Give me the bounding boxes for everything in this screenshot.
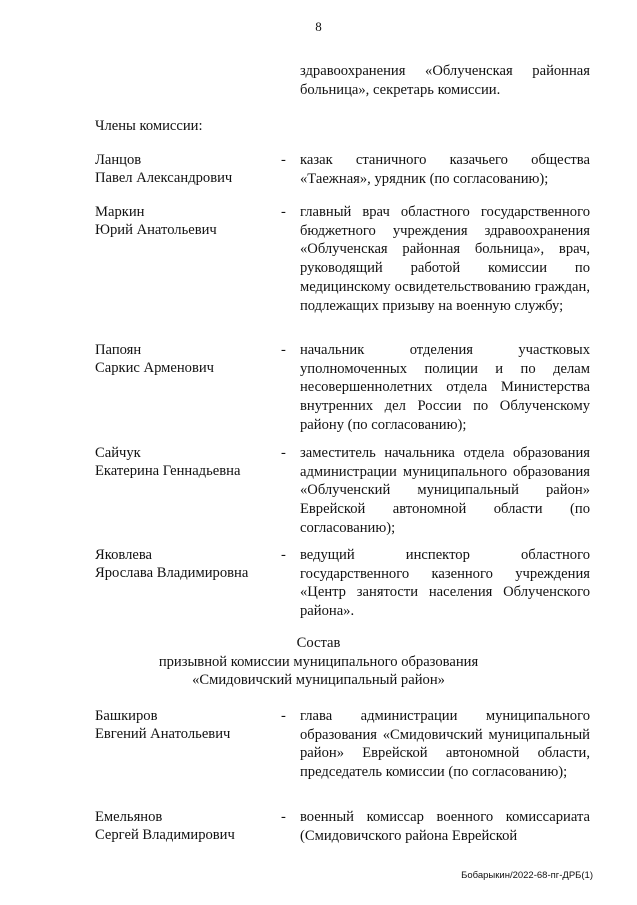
heading-line: призывной комиссии муниципального образования	[158, 653, 479, 670]
member-surname: Папоян	[95, 342, 142, 358]
member-name	[95, 707, 280, 743]
member-role: заместитель начальника отдела образования администрации муниципального образования «Облученский муниципальный район» Еврейской автономной области (по согласованию);	[300, 445, 590, 536]
member-surname: Сайчук	[95, 445, 141, 461]
member-given-names: Екатерина Геннадьевна	[95, 463, 241, 479]
member-surname: Башкиров	[95, 708, 158, 724]
member-given-names: Павел Александрович	[95, 170, 233, 186]
document-footer-code: Бобарыкин/2022-68-пг-ДРБ(1)	[461, 870, 593, 881]
dash-separator: -	[281, 152, 286, 168]
dash-separator: -	[281, 204, 286, 220]
member-surname: Емельянов	[95, 809, 163, 825]
member-surname: Ланцов	[95, 152, 142, 168]
dash-separator: -	[281, 809, 286, 825]
member-given-names: Саркис Арменович	[95, 360, 215, 376]
member-role: начальник отделения участковых уполномоченных полиции и по делам несовершеннолетних отдела Министерства внутренних дел России по Облученскому району (по согласованию);	[300, 342, 590, 433]
member-role: главный врач областного государственного бюджетного учреждения здравоохранения «Облученская районная больница», врач, руководящий работой комиссии по медицинскому освидетельствованию граждан, подлежащих призыву на военную службу;	[300, 204, 590, 314]
section-heading	[0, 634, 637, 690]
member-name	[95, 808, 280, 844]
member-name	[95, 546, 280, 582]
member-surname: Маркин	[95, 204, 145, 220]
page-number: 8	[315, 19, 322, 34]
member-given-names: Ярослава Владимировна	[95, 565, 249, 581]
dash-separator: -	[281, 342, 286, 358]
dash-separator: -	[281, 445, 286, 461]
dash-separator: -	[281, 708, 286, 724]
member-name	[95, 203, 280, 239]
member-role: глава администрации муниципального образования «Смидовичский муниципальный район» Еврейской автономной области, председатель комиссии (по согласованию);	[300, 708, 590, 781]
member-surname: Яковлева	[95, 547, 153, 563]
member-role: военный комиссар военного комиссариата (Смидовичского района Еврейской	[300, 809, 590, 844]
continuation-text: здравоохранения «Облученская районная больница», секретарь комиссии.	[300, 63, 590, 98]
member-name	[95, 341, 280, 377]
dash-separator: -	[281, 547, 286, 563]
member-given-names: Сергей Владимирович	[95, 827, 235, 843]
members-label: Члены комиссии:	[95, 118, 203, 134]
member-given-names: Юрий Анатольевич	[95, 222, 217, 238]
member-name	[95, 444, 280, 480]
heading-line: «Смидовичский муниципальный район»	[192, 672, 445, 688]
member-name	[95, 151, 280, 187]
heading-line: Состав	[296, 635, 341, 651]
member-role: казак станичного казачьего общества «Таежная», урядник (по согласованию);	[300, 152, 590, 187]
member-role: ведущий инспектор областного государственного казенного учреждения «Центр занятости населения Облученского района».	[300, 547, 590, 620]
member-given-names: Евгений Анатольевич	[95, 726, 231, 742]
